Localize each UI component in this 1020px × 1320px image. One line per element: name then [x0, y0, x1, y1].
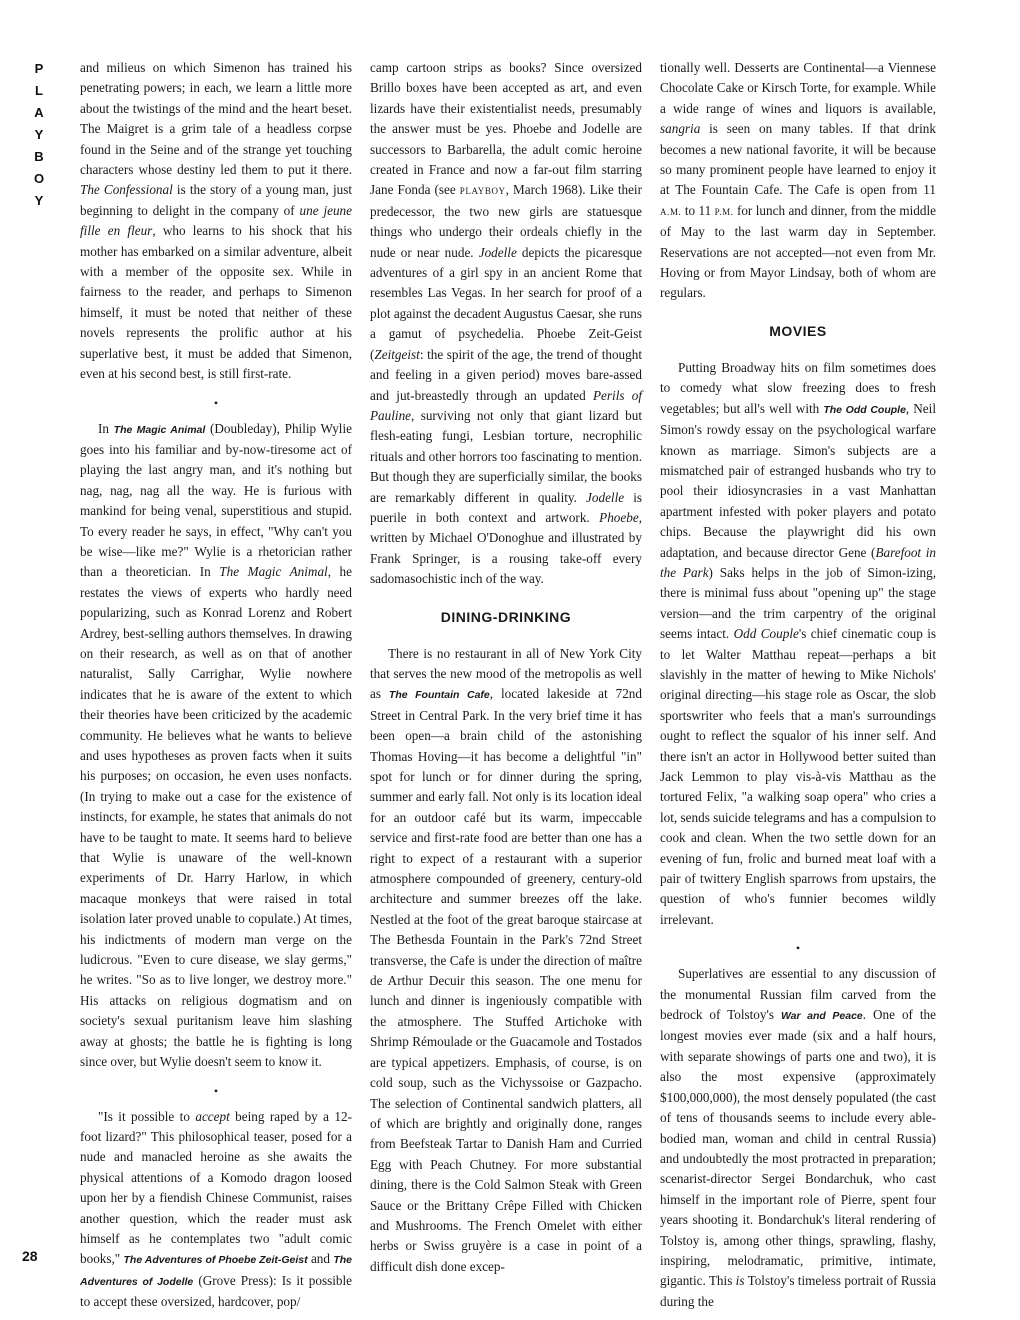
running-head-letter: O — [33, 171, 45, 186]
styled-text: The Adventures of Jodelle — [80, 1254, 352, 1288]
running-head-letter: P — [34, 61, 44, 76]
section-separator: • — [213, 1083, 219, 1098]
styled-text: The Odd Couple — [823, 403, 906, 416]
paragraph: tionally well. Desserts are Continental—a Viennese Chocolate Cake or Kirsch Torte, for example. While a wide range of wines and liquors is available, sangria is seen on many tables. If that drink becomes a new national favorite, it will be because so many prominent people have learned to enjoy it at The Fountain Cafe. The Cafe is open from 11 A.M. to 11 P.M. for lunch and dinner, from the middle of May to the last warm day in September. Reservations are not accepted—not even from Mr. Hoving or from Mayor Lindsay, both of whom are regulars. — [660, 60, 936, 301]
section-separator: • — [213, 395, 219, 410]
running-head-letter: B — [34, 149, 44, 164]
section-heading-dining-drinking: DINING-DRINKING — [440, 608, 572, 625]
styled-text: The Magic Animal — [113, 423, 206, 436]
column-1 — [80, 58, 352, 1310]
styled-text: A.M. — [660, 206, 682, 217]
styled-text: une jeune fille en fleur — [80, 202, 352, 239]
styled-text: accept — [195, 1108, 230, 1124]
styled-text: The Fountain Cafe — [388, 689, 490, 702]
paragraph: In The Magic Animal (Doubleday), Philip Wylie goes into his familiar and by-now-tiresome act of playing the last angry man, and it's nothing but nag, nag, nag all the way. He is furious with mankind for being venal, superstitious and stupid. To every reader he says, in effect, "Why can't you be wise—like me?" Wylie is a rhetorician rather than a theoretician. In The Magic Animal, he restates the views of experts who hardly need popularizing, such as Konrad Lorenz and Robert Ardrey, best-selling authors themselves. In drawing on their research, as well as on that of another naturalist, Sally Carrighar, Wylie nowhere indicates that he is aware of the extent to which their theories have been criticized by the academic community. He believes what he wants to believe and uses hypotheses as proven facts when it suits his purposes; on occasion, he even uses nonfacts. (In trying to make out a case for the existence of instincts, for example, he states that animals do not have to be taught to mate. It seems hard to believe that Wylie is unaware of the well-known experiments of Dr. Harry Harlow, in which macaque monkeys that were raised in total isolation later proved unable to copulate.) At times, his indictments of modern man verge on the ludicrous. "Even to cure disease, we slay germs," he writes. "So as to live longer, we destroy more." His attacks on religious dogmatism and on society's sexual puritanism leave him slashing away at ghosts; the battle he is fighting is long since over, but Wylie doesn't seem to know it. — [80, 420, 352, 1070]
styled-text: Jodelle — [478, 244, 517, 260]
styled-text: is — [735, 1273, 745, 1289]
column-3 — [660, 58, 937, 1309]
styled-text: Barefoot in the Park — [660, 544, 936, 580]
styled-text: Odd Couple — [733, 626, 799, 642]
running-head-letter: A — [34, 105, 44, 120]
styled-text: The Confessional — [80, 182, 173, 198]
column-2 — [370, 58, 643, 1274]
styled-text: PLAYBOY — [459, 186, 506, 197]
paragraph: There is no restaurant in all of New York City that serves the new mood of the metropolis as well as The Fountain Cafe, located lakeside at 72nd Street in Central Park. In the very brief time it has been open—a brain child of the astonishing Thomas Hoving—it has become a delightful "in" spot for lunch or for dinner during the spring, summer and early fall. Not only is its location ideal for an outdoor café but its warm, impeccable service and first-rate food are better than one has a right to expect of a restaurant with a superior atmosphere compounded of greenery, century-old architecture and summer breezes off the lake. Nestled at the foot of the great baroque staircase at The Bethesda Fountain in the Park's 72nd Street transverse, the Cafe is under the direction of maître de Arthur Decuir this season. The one menu for lunch and dinner is ingeniously compatible with the atmosphere. The Stuffed Artichoke with Shrimp Rémoulade or the Guacamole and Tostados are typical appetizers. Emphasis, of course, is on cold soup, such as the Vichyssoise or Gazpacho. The selection of Continental sandwich platters, all of which are brightly and originally done, ranges from Beefsteak Tartar to Danish Ham and Curried Egg with Peach Chutney. For more substantial dining, there is the Cold Salmon Steak with Green Sauce or the Brittany Crêpe Filled with Chicken and Mushrooms. The French Omelet with either herbs or Swiss gruyère is a case in point of a difficult dish done excep- — [370, 645, 642, 1274]
styled-text: The Magic Animal — [219, 564, 328, 580]
styled-text: Phoebe — [599, 509, 639, 525]
section-separator: • — [795, 941, 801, 956]
paragraph: and milieus on which Simenon has trained his penetrating powers; in each, we learn a little more about the twistings of the mind and the heart beset. The Maigret is a grim tale of a headless corpse found in the Seine and of the strange yet touching characters whose destiny led them to put it there. The Confessional is the story of a young man, just beginning to delight in the company of une jeune fille en fleur, who learns to his shock that his mother has embarked on a similar adventure, albeit with a member of the opposite sex. While in fairness to the reader, and perhaps to Simenon himself, it must be noted that neither of these novels represents the prolific author at his superlative best, it must be added that Simenon, even at his second best, is still first-rate. — [80, 60, 352, 382]
paragraph: camp cartoon strips as books? Since oversized Brillo boxes have been accepted as art, and even lizards have their existentialist needs, presumably the answer must be yes. Phoebe and Jodelle are successors to Barbarella, the adult comic heroine created in France and now a far-out film starring Jane Fonda (see PLAYBOY, March 1968). Like their predecessor, the two new girls are statuesque things who undergo their ordeals chiefly in the nude or near nude. Jodelle depicts the picaresque adventures of a girl spy in an ancient Rome that resembles Las Vegas. In her search for proof of a plot against the decadent Augustus Caesar, she runs a gamut of psychedelia. Phoebe Zeit-Geist (Zeitgeist: the spirit of the age, the trend of thought and feeling in a given period) moves bare-assed and jut-breastedly through an updated Perils of Pauline, surviving not only that giant lizard but flesh-eating fungi, Lesbian torture, necrophilic rituals and other horrors too fascinating to mention. But though they are superficially similar, the books are remarkably different in quality. Jodelle is puerile in both context and artwork. Phoebe, written by Michael O'Donoghue and illustrated by Frank Springer, is a rousing take-off every sadomasochistic inch of the way. — [370, 60, 643, 587]
styled-text: Jodelle — [586, 489, 625, 505]
styled-text: Zeitgeist — [374, 346, 420, 362]
paragraph: "Is it possible to accept being raped by a 12-foot lizard?" This philosophical teaser, posed for a nude and manacled heroine as she awaits the physical attentions of a Komodo dragon loosed upon her by a fiendish Chinese Communist, raises another question, which the reader must ask himself as he contemplates two "adult comic books," The Adventures of Phoebe Zeit-Geist and The Adventures of Jodelle (Grove Press): Is it possible to accept these oversized, hardcover, pop/ — [80, 1108, 352, 1310]
running-head-letter: L — [35, 83, 43, 98]
section-heading-movies: MOVIES — [769, 322, 827, 339]
page-number: 28 — [22, 1248, 38, 1264]
paragraph: Superlatives are essential to any discussion of the monumental Russian film carved from the bedrock of Tolstoy's War and Peace. One of the longest movies ever made (six and a half hours, with separate showings of parts one and two), it is also the most expensive (approximately $100,000,000), the most densely populated (the cast of tens of thousands seems to include every able-bodied man, woman and child in central Russia) and undoubtedly the most protracted in preparation; scenarist-director Sergei Bondarchuk, who cast himself in the important role of Pierre, spent four years shooting it. Bondarchuk's literal rendering of Tolstoy is, among other things, sprawling, flashy, inspiring, melodramatic, primitive, intimate, gigantic. This is Tolstoy's timeless portrait of Russia during the — [660, 966, 937, 1309]
running-head-letter: Y — [34, 193, 44, 208]
paragraph: Putting Broadway hits on film sometimes does to comedy what slow freezing does to fresh vegetables; but all's well with The Odd Couple, Neil Simon's rowdy essay on the psychological warfare known as marriage. Simon's subjects are a mismatched pair of estranged husbands who try to pool their idiosyncrasies in a vast Manhattan apartment infested with poker players and potato chips. Because the playwright did his own adaptation, and because director Gene (Barefoot in the Park) Saks helps in the job of Simon-izing, there is minimal fuss about "opening up" the stage version—and the trim carpentry of the original seems intact. Odd Couple's chief cinematic coup is to let Walter Matthau repeat—perhaps a bit slavishly in the matter of hewing to Mike Nichols' original directing—his stage role as Oscar, the slob sportswriter who feels that a man's surroundings ought to reflect the squalor of his inner self. And there isn't an actor in Hollywood better suited than Jack Lemmon to play vis-à-vis Matthau as the tortured Felix, "a walking soap opera" who cries a lot, sends suicide telegrams and has a compulsion to cook and clean. When the two settle down for an evening of fun, frolic and burned meat loaf with a pair of twittery English sparrows from upstairs, the question of who's funnier becomes wildly irrelevant. — [660, 359, 936, 927]
styled-text: sangria — [660, 121, 701, 137]
styled-text: The Adventures of Phoebe Zeit-Geist — [123, 1254, 308, 1267]
styled-text: Perils of Pauline — [370, 387, 643, 423]
styled-text: War and Peace — [780, 1010, 863, 1023]
running-head-letter: Y — [34, 127, 44, 142]
styled-text: P.M. — [714, 206, 734, 217]
running-head — [30, 58, 48, 212]
